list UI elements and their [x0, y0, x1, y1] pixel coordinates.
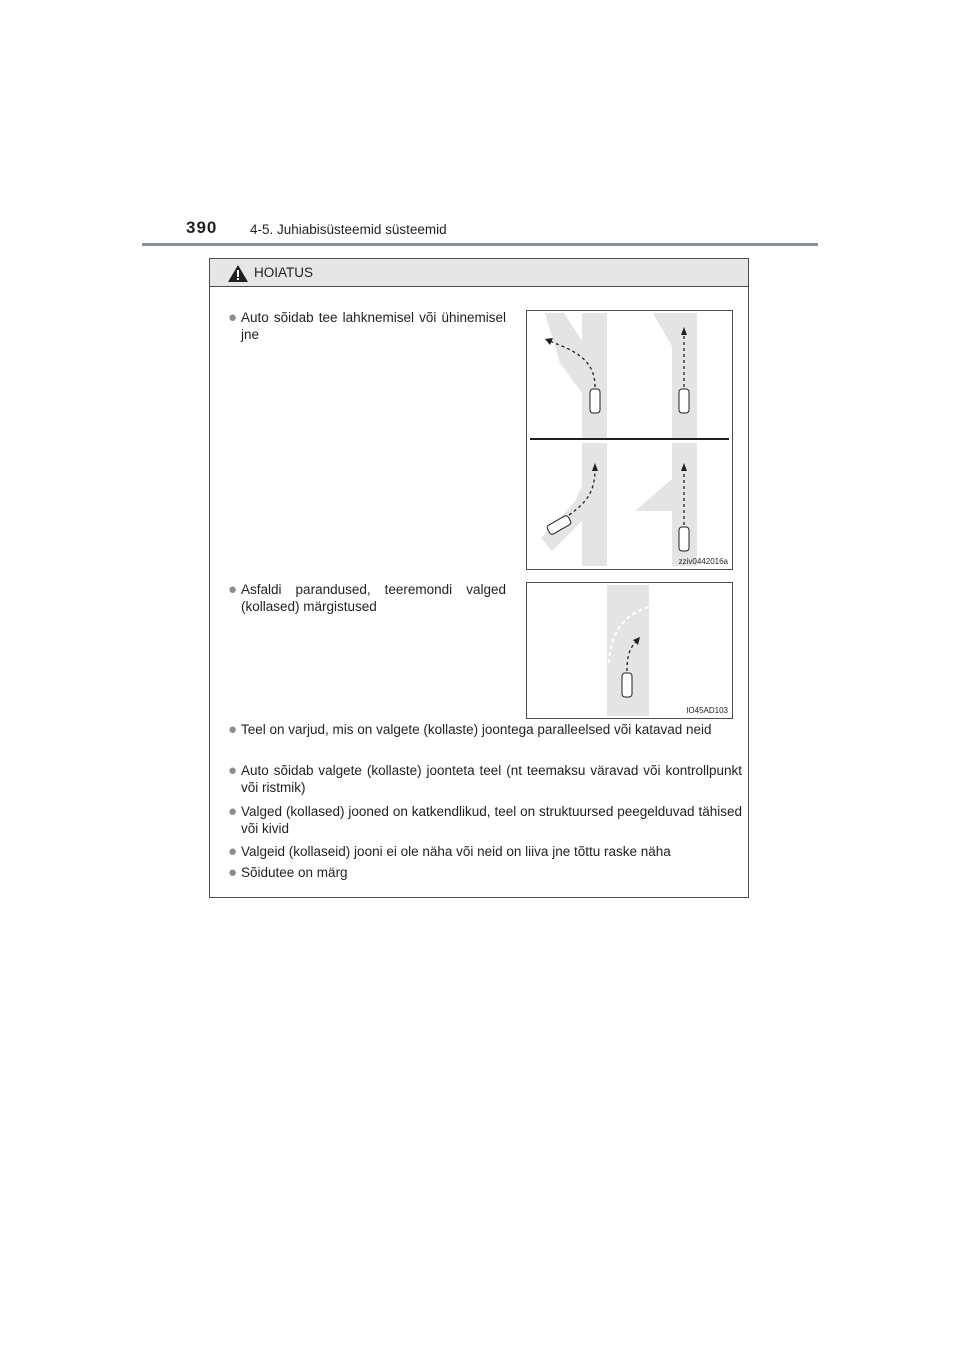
- figure-code: zziv0442016a: [678, 557, 728, 566]
- list-item: [228, 864, 742, 881]
- list-item-text: Auto sõidab valgete (kollaste) joonteta teel (nt teemaksu väravad või kontrollpunkt või ristmik): [241, 763, 742, 795]
- figure-road-merge: [526, 310, 733, 570]
- list-item: [228, 803, 742, 837]
- warning-triangle-icon: [228, 265, 248, 282]
- list-item-text: Teel on varjud, mis on valgete (kollaste) joontega paralleelsed või katavad neid: [241, 722, 712, 737]
- list-item: [228, 843, 742, 860]
- figure-code: IO45AD103: [686, 706, 728, 715]
- list-item: [228, 762, 742, 796]
- list-item-text: Valged (kollased) jooned on katkendlikud, teel on struktuursed peegelduvad tähised või kivid: [241, 804, 742, 836]
- list-item: [228, 581, 506, 615]
- list-item-text: Asfaldi parandused, teeremondi valged (kollased) märgistused: [241, 582, 506, 614]
- bullet-icon: ●: [228, 843, 238, 860]
- figure-road-repair: [526, 582, 733, 719]
- header-rule: [142, 243, 818, 246]
- list-item-text: Sõidutee on märg: [241, 865, 348, 880]
- bullet-icon: ●: [228, 721, 238, 738]
- list-item: [228, 721, 742, 738]
- warning-box: [209, 258, 749, 898]
- list-item: [228, 309, 506, 343]
- bullet-icon: ●: [228, 762, 238, 779]
- bullet-icon: ●: [228, 309, 238, 326]
- warning-label: HOIATUS: [254, 265, 314, 280]
- bullet-icon: ●: [228, 803, 238, 820]
- list-item-text: Auto sõidab tee lahknemisel või ühinemisel jne: [241, 310, 506, 342]
- section-title: 4-5. Juhiabisüsteemid süsteemid: [250, 222, 447, 237]
- page-number: 390: [186, 218, 218, 237]
- warning-header: [210, 259, 748, 287]
- bullet-icon: ●: [228, 581, 238, 598]
- list-item-text: Valgeid (kollaseid) jooni ei ole näha või neid on liiva jne tõttu raske näha: [241, 844, 671, 859]
- bullet-icon: ●: [228, 864, 238, 881]
